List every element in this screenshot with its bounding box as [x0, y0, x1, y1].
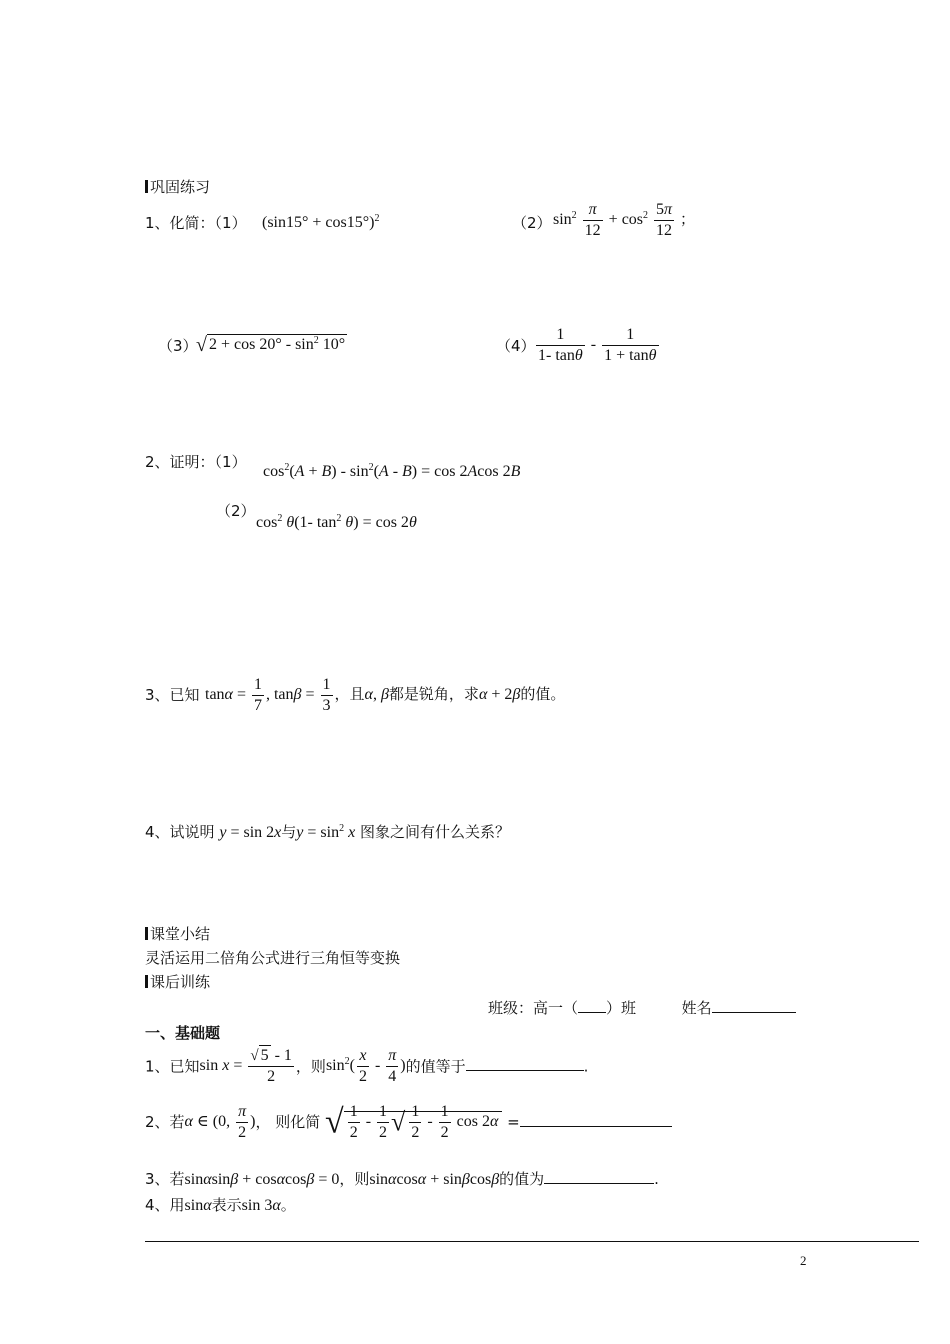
summary-heading: 课堂小结 — [145, 927, 210, 942]
q3-expr: tanα = $\frac{1}{7}$ , tanβ = $\frac{1}{3}$ ，且α, β都是锐角，求α + 2β的值。 — [205, 676, 566, 714]
q1-part2-label: （2） — [512, 214, 552, 232]
basic-q4: 4、用sinα表示sin 3α。 — [145, 1196, 296, 1214]
answer-blank-1[interactable] — [466, 1070, 584, 1071]
footer-rule — [145, 1241, 919, 1242]
student-info: 班级：高一（ ）班 姓名 — [488, 1001, 796, 1016]
basic-q1: 1、已知sin x = $\frac{√ 5 - 1}{2}$ ，则$\sin^2$( $\frac{x}{2}$ - $\frac{\pi}{4}$ )的值等于 . — [145, 1047, 589, 1086]
q3-prefix: 3、已知 — [145, 686, 200, 704]
q2-part1-expr: $\cos^2(A + B) - \sin^2(A - B) = \cos 2Acos$ 2B — [263, 462, 521, 480]
q1-prefix: 1、化简：（1） — [145, 214, 247, 232]
bullet-marker — [145, 975, 148, 988]
answer-blank-2[interactable] — [520, 1126, 672, 1127]
page-number: 2 — [800, 1253, 807, 1268]
basic-q2: 2、若α ∈ (0, $\frac{\pi}{2}$ )， 则化简 √ $\frac{1}{2}$ - $\frac{1}{2}$ √ $\frac{1}{2}$ - $\frac{1}{2}$ cos 2α = — [145, 1104, 672, 1141]
name-blank[interactable] — [712, 1012, 796, 1013]
q2-part2-expr: $\cos^2 \theta(1-$ $\tan^2 \theta) = \cos 2\theta$ — [256, 513, 417, 531]
q1-part4-label: （4） — [496, 337, 536, 355]
q1-part1-expr: $(\sin 15^\circ + \cos 15^\circ)^2$ — [262, 213, 380, 231]
q2-prefix: 2、证明：（1） — [145, 453, 247, 471]
summary-text: 灵活运用二倍角公式进行三角恒等变换 — [145, 949, 401, 967]
q4: 4、试说明 y = sin 2x与$y = \sin^2 x$ 图象之间有什么关系？ — [145, 823, 510, 841]
q1-part4-expr: $\frac{1}{1- \tan\theta}$ - $\frac{1}{1 + \tan\theta}$ — [538, 326, 657, 364]
class-blank[interactable] — [578, 1012, 606, 1013]
q1-part3-expr: √ $2 + \cos 20^\circ - \sin^2 10^\circ$ — [196, 334, 346, 356]
q1-part3-label: （3） — [158, 337, 198, 355]
q2-part2-label: （2） — [216, 502, 256, 520]
basic-heading: 一、基础题 — [145, 1024, 221, 1042]
q1-part2-expr: $\sin^2$ $\frac{\pi}{12}$ + $\cos^2$ $\frac{5\pi}{12}$ ； — [553, 201, 696, 239]
bullet-marker — [145, 180, 148, 193]
answer-blank-3[interactable] — [544, 1183, 654, 1184]
basic-q3: 3、若sinαsinβ + cosαcosβ = 0，则sinαcosα + sinβcosβ的值为 . — [145, 1170, 659, 1188]
homework-heading: 课后训练 — [145, 975, 210, 990]
bullet-marker — [145, 927, 148, 940]
practice-heading: 巩固练习 — [145, 180, 210, 195]
